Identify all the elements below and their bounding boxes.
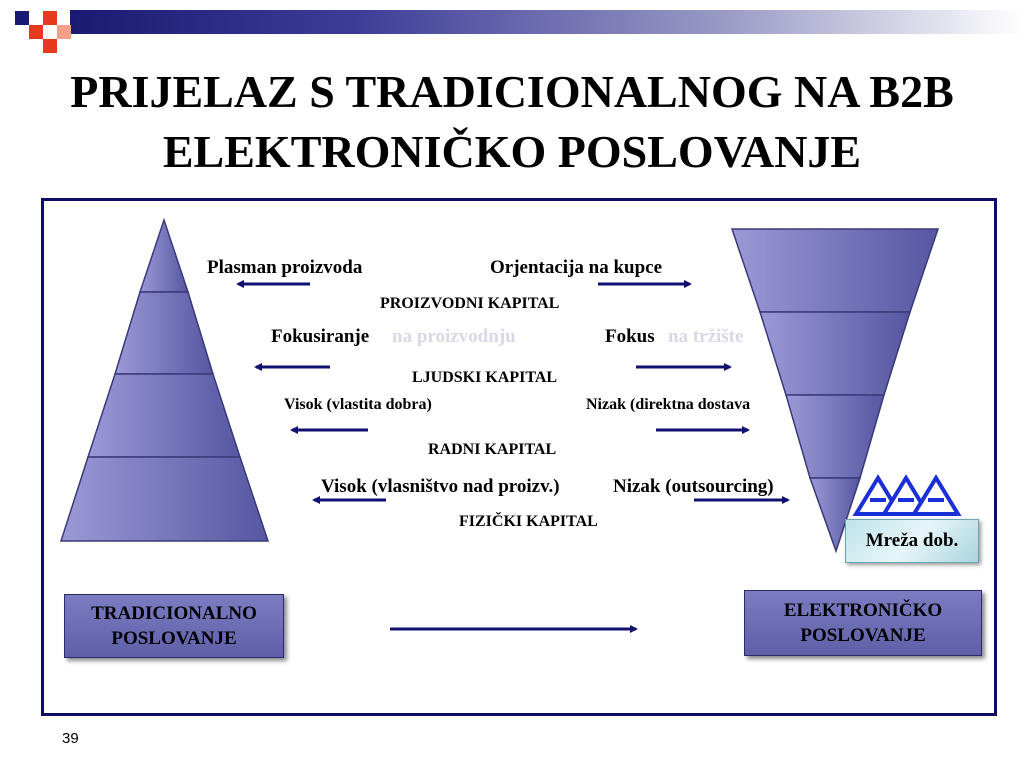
label-visok-vlastita-dobra: Visok (vlastita dobra) (284, 396, 432, 413)
label-fokus: Fokus (605, 326, 655, 347)
label-fizicki-kapital: FIZIČKI KAPITAL (459, 513, 598, 530)
label-fokusiranje: Fokusiranje (271, 326, 370, 347)
box-tradicionalno-poslovanje (64, 594, 284, 658)
supplier-network-icon (856, 478, 958, 514)
label-visok-vlasnistvo: Visok (vlasništvo nad proizv.) (321, 476, 560, 497)
title-line-1: PRIJELAZ S TRADICIONALNOG NA B2B (70, 66, 954, 117)
pyramid-layer-4 (61, 457, 268, 541)
box-elektronicko-poslovanje (744, 590, 982, 656)
box-tradicionalno-line-1: TRADICIONALNO (91, 603, 257, 624)
label-fokusiranje-ghost: na proizvodnju (392, 326, 516, 347)
box-elektronicko-line-2: POSLOVANJE (800, 625, 926, 646)
label-plasman-proizvoda: Plasman proizvoda (207, 257, 363, 278)
label-nizak-direktna-dostava: Nizak (direktna dostava (586, 396, 751, 413)
inv-pyramid-layer-2 (760, 312, 910, 395)
label-nizak-outsourcing: Nizak (outsourcing) (613, 476, 774, 497)
label-proizvodni-kapital: PROIZVODNI KAPITAL (380, 295, 560, 312)
box-elektronicko-line-1: ELEKTRONIČKO (783, 600, 943, 621)
pyramid-layer-1 (140, 220, 188, 292)
label-fokus-ghost: na tržište (668, 326, 744, 347)
pyramid-layer-2 (115, 292, 213, 374)
label-ljudski-kapital: LJUDSKI KAPITAL (412, 369, 558, 386)
title-line-2: ELEKTRONIČKO POSLOVANJE (162, 126, 862, 177)
pyramid-layer-3 (88, 374, 240, 457)
label-orijentacija-na-kupce: Orjentacija na kupce (490, 257, 663, 278)
page-number: 39 (62, 730, 79, 747)
box-tradicionalno-line-2: POSLOVANJE (111, 628, 237, 649)
box-mreza-dobavljaca: Mreža dob. (845, 519, 979, 563)
inv-pyramid-layer-1 (732, 229, 938, 312)
inv-pyramid-layer-3 (786, 395, 884, 478)
label-radni-kapital: RADNI KAPITAL (428, 441, 557, 458)
